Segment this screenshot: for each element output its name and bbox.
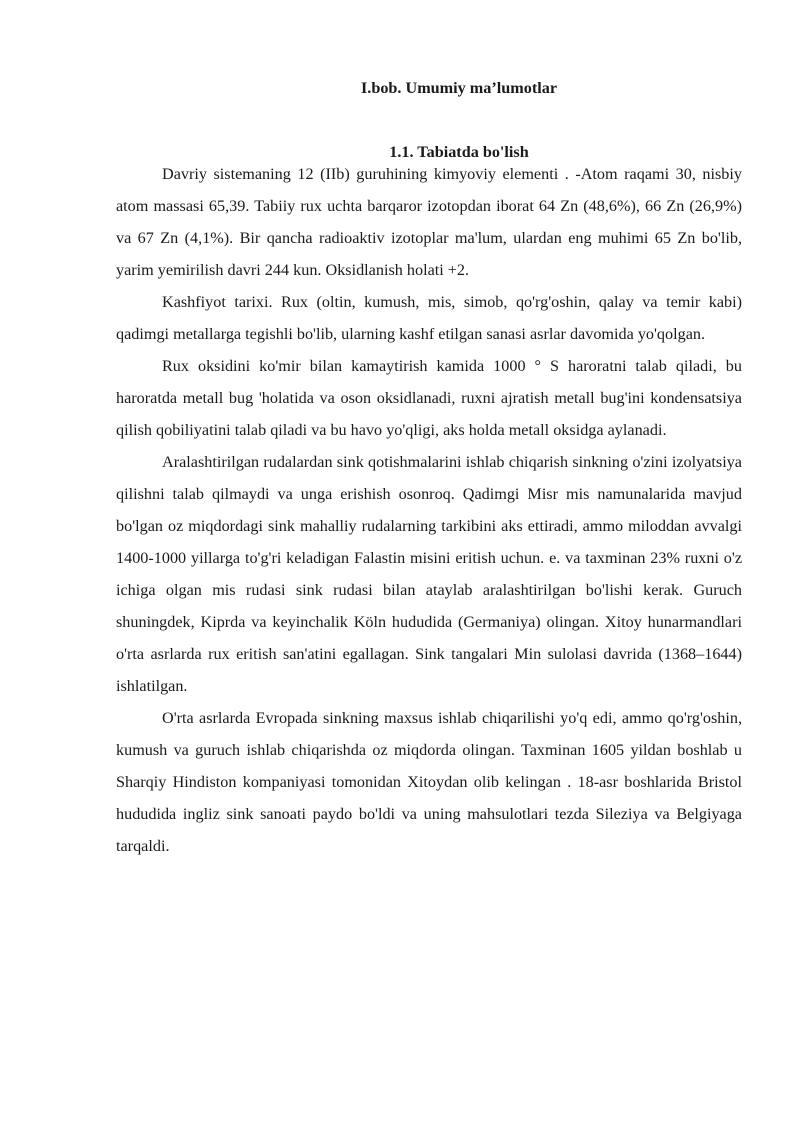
paragraph-reduction: Rux oksidini ko'mir bilan kamaytirish kamida 1000 ° S haroratni talab qiladi, bu haroratda metall bug 'holatida va oson oksidlanadi, ruxni ajratish metall bug'ini kondensatsiya qilish qobiliyatini talab qiladi va bu havo yo'qligi, aks holda metall oksidga aylanadi. [116,357,742,439]
page-content [116,74,742,862]
paragraph-composition: Davriy sistemaning 12 (IIb) guruhining kimyoviy elementi . -Atom raqami 30, nisbiy atom massasi 65,39. Tabiiy rux uchta barqaror izotopdan iborat 64 Zn (48,6%), 66 Zn (26,9%) va 67 Zn (4,1%). Bir qancha radioaktiv izotoplar ma'lum, ulardan eng muhimi 65 Zn bo'lib, yarim yemirilish davri 244 kun. Oksidlanish holati +2. [116,165,742,279]
chapter-title: I.bob. Umumiy ma’lumotlar [360,79,558,97]
section-title: 1.1. Tabiatda bo'lish [389,143,529,161]
paragraph-medieval-europe: O'rta asrlarda Evropada sinkning maxsus ishlab chiqarilishi yo'q edi, ammo qo'rg'oshin, kumush va guruch ishlab chiqarishda oz miqdorda olingan. Taxminan 1605 yildan boshlab u Sharqiy Hindiston kompaniyasi tomonidan Xitoydan olib kelingan . 18-asr boshlarida Bristol hududida ingliz sink sanoati paydo bo'ldi va uning mahsulotlari tezda Sileziya va Belgiyaga tarqaldi. [116,709,742,855]
paragraph-discovery-history: Kashfiyot tarixi. Rux (oltin, kumush, mis, simob, qo'rg'oshin, qalay va temir kabi) qadimgi metallarga tegishli bo'lib, ularning kashf etilgan sanasi asrlar davomida yo'qolgan. [116,293,742,343]
paragraph-alloys: Aralashtirilgan rudalardan sink qotishmalarini ishlab chiqarish sinkning o'zini izolyatsiya qilishni talab qilmaydi va unga erishish osonroq. Qadimgi Misr mis namunalarida mavjud bo'lgan oz miqdordagi sink mahalliy rudalarning tarkibini aks ettiradi, ammo miloddan avvalgi 1400-1000 yillarga to'g'ri keladigan Falastin misini eritish uchun. e. va taxminan 23% ruxni o'z ichiga olgan mis rudasi sink rudasi bilan ataylab aralashtirilgan bo'lishi kerak. Guruch shuningdek, Kiprda va keyinchalik Köln hududida (Germaniya) olingan. Xitoy hunarmandlari o'rta asrlarda rux eritish san'atini egallagan. Sink tangalari Min sulolasi davrida (1368–1644) ishlatilgan. [116,453,742,695]
